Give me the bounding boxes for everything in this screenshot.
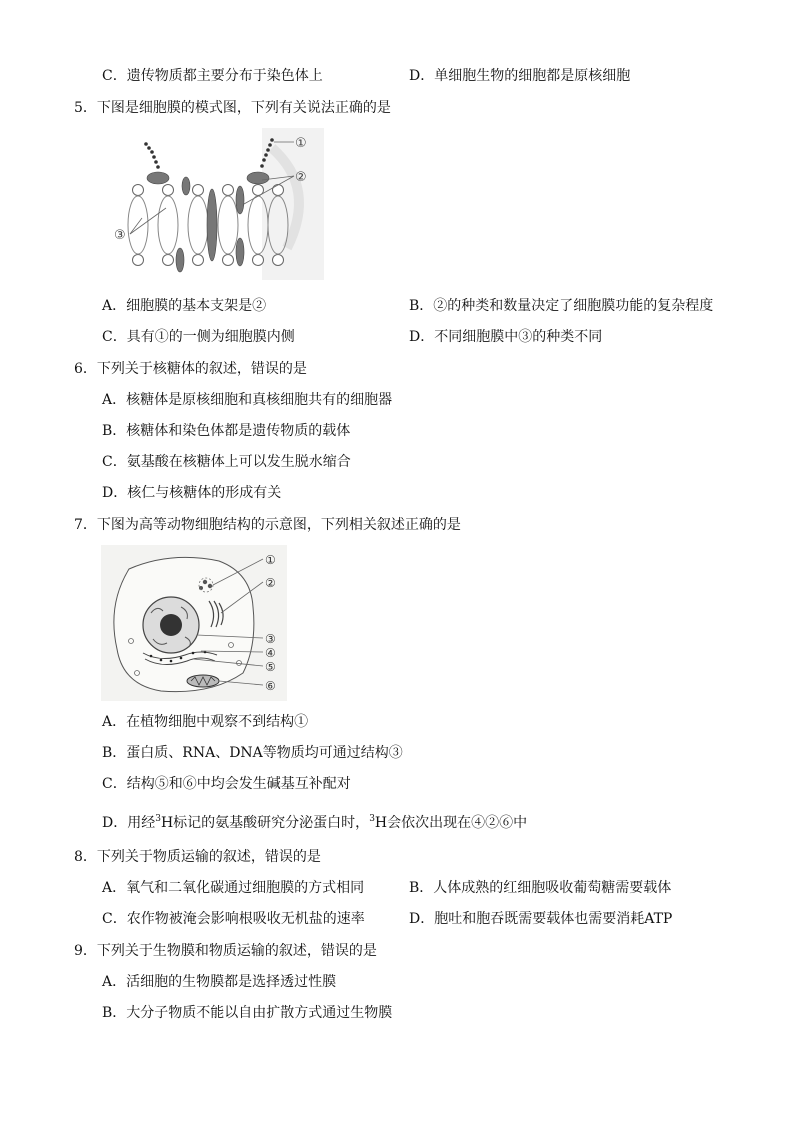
q5-option-c: C．具有①的一侧为细胞膜内侧 (102, 329, 295, 345)
q7-fig-label-3: ③ (265, 632, 276, 646)
q8-option-b: B．人体成熟的红细胞吸收葡萄糖需要载体 (409, 880, 672, 896)
q4-option-c: C．遗传物质都主要分布于染色体上 (102, 68, 323, 84)
q7-option-c: C．结构⑤和⑥中均会发生碱基互补配对 (102, 776, 351, 792)
q8-option-c: C．农作物被淹会影响根吸收无机盐的速率 (102, 911, 365, 927)
cell-membrane-diagram (112, 128, 324, 280)
q9-option-a: A．活细胞的生物膜都是选择透过性膜 (102, 974, 337, 990)
animal-cell-diagram (101, 545, 287, 701)
q4-option-d: D．单细胞生物的细胞都是原核细胞 (409, 68, 631, 84)
q5-option-b: B．②的种类和数量决定了细胞膜功能的复杂程度 (409, 298, 714, 314)
q5-stem: 5．下图是细胞膜的模式图，下列有关说法正确的是 (74, 100, 391, 116)
q7-option-d-text-2: H标记的氨基酸研究分泌蛋白时， (160, 815, 370, 831)
q5-option-a: A．细胞膜的基本支架是② (102, 298, 267, 314)
q9-stem: 9．下列关于生物膜和物质运输的叙述，错误的是 (74, 943, 377, 959)
q7-option-d-text-3: H会依次出现在④②⑥中 (374, 815, 528, 831)
q9-option-b: B．大分子物质不能以自由扩散方式通过生物膜 (102, 1005, 393, 1021)
q6-option-c: C．氨基酸在核糖体上可以发生脱水缩合 (102, 454, 351, 470)
q5-option-d: D．不同细胞膜中③的种类不同 (409, 329, 603, 345)
q8-option-a: A．氧气和二氧化碳通过细胞膜的方式相同 (102, 880, 365, 896)
q6-stem: 6．下列关于核糖体的叙述，错误的是 (74, 361, 307, 377)
q7-option-b: B．蛋白质、RNA、DNA等物质均可通过结构③ (102, 745, 403, 761)
q6-option-a: A．核糖体是原核细胞和真核细胞共有的细胞器 (102, 392, 393, 408)
q7-fig-label-5: ⑤ (265, 660, 276, 674)
q7-fig-label-2: ② (265, 576, 276, 590)
q7-option-d (102, 813, 527, 833)
q8-option-d: D．胞吐和胞吞既需要载体也需要消耗ATP (409, 911, 673, 927)
q7-fig-label-1: ① (265, 553, 276, 567)
q6-option-b: B．核糖体和染色体都是遗传物质的载体 (102, 423, 351, 439)
q7-option-a: A．在植物细胞中观察不到结构① (102, 714, 309, 730)
q5-fig-label-1: ① (295, 136, 307, 151)
q7-fig-label-4: ④ (265, 646, 276, 660)
q7-option-d-sup-2: 3 (369, 814, 375, 824)
q6-option-d: D．核仁与核糖体的形成有关 (102, 485, 282, 501)
q7-stem: 7．下图为高等动物细胞结构的示意图，下列相关叙述正确的是 (74, 517, 461, 533)
q8-stem: 8．下列关于物质运输的叙述，错误的是 (74, 849, 321, 865)
q5-fig-label-2: ② (295, 170, 307, 185)
q7-option-d-text-1: D．用经 (102, 815, 156, 831)
q7-option-d-sup-1: 3 (155, 814, 161, 824)
q7-fig-label-6: ⑥ (265, 679, 276, 693)
q5-fig-label-3: ③ (114, 228, 126, 243)
